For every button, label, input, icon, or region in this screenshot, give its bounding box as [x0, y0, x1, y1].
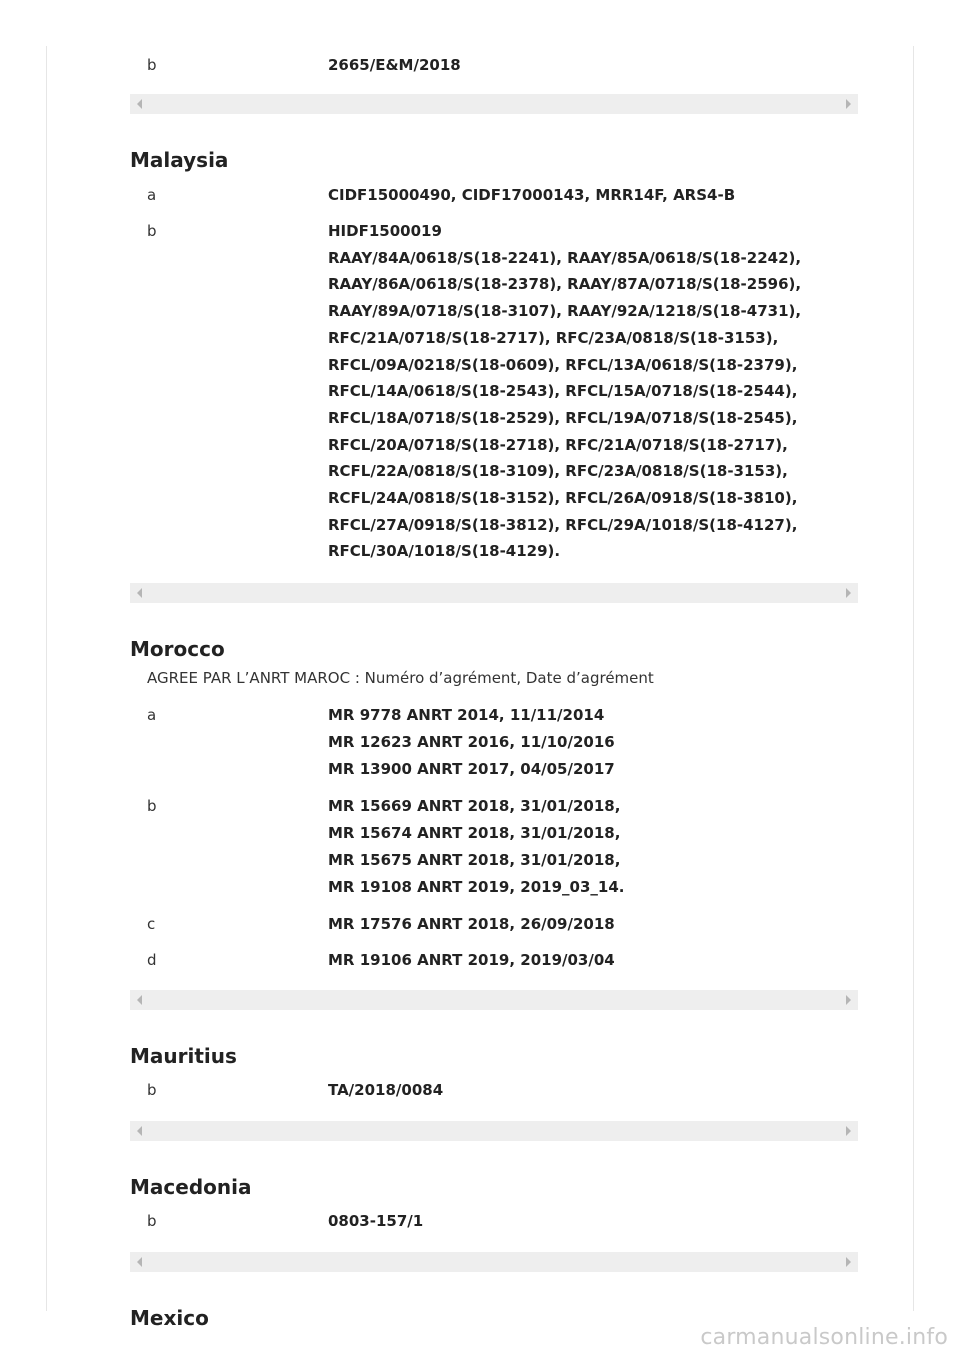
value-line: RFCL/14A/0618/S(18-2543), RFCL/15A/0718/S(18-2544),	[328, 382, 798, 401]
value-line: RFCL/20A/0718/S(18-2718), RFC/21A/0718/S(18-2717),	[328, 435, 788, 454]
row-key: b	[147, 222, 157, 240]
triangle-right-icon[interactable]	[846, 1126, 851, 1136]
left-page-rule	[46, 46, 47, 1311]
value-line: RFCL/27A/0918/S(18-3812), RFCL/29A/1018/S(18-4127),	[328, 515, 798, 534]
row-key: d	[147, 951, 157, 970]
value-line: MR 9778 ANRT 2014, 11/11/2014	[328, 706, 605, 725]
triangle-left-icon[interactable]	[137, 99, 142, 109]
row-value	[328, 182, 858, 209]
table-row	[130, 182, 858, 209]
triangle-left-icon[interactable]	[137, 1126, 142, 1136]
table-row	[130, 218, 858, 565]
row-key: a	[147, 186, 157, 204]
horizontal-scrollbar[interactable]	[130, 94, 858, 114]
row-value	[328, 911, 858, 938]
row-key: a	[147, 706, 157, 725]
triangle-left-icon[interactable]	[137, 995, 142, 1005]
triangle-right-icon[interactable]	[846, 99, 851, 109]
value-line: MR 13900 ANRT 2017, 04/05/2017	[328, 760, 615, 779]
table-row	[130, 702, 858, 783]
row-key: b	[147, 56, 157, 74]
right-page-rule	[913, 46, 914, 1311]
triangle-left-icon[interactable]	[137, 1257, 142, 1267]
section-title-mauritius: Mauritius	[130, 1044, 237, 1069]
value-line: MR 19106 ANRT 2019, 2019/03/04	[328, 951, 615, 970]
value-line: RAAY/86A/0618/S(18-2378), RAAY/87A/0718/S(18-2596),	[328, 275, 802, 294]
value-line: RFCL/30A/1018/S(18-4129).	[328, 542, 561, 561]
value-line: RFCL/09A/0218/S(18-0609), RFCL/13A/0618/S(18-2379),	[328, 355, 798, 374]
row-value: TA/2018/0084	[328, 1081, 444, 1100]
section-note: AGREE PAR L’ANRT MAROC : Numéro d’agrément, Date d’agrément	[147, 669, 654, 688]
document-content	[130, 52, 858, 1331]
table-row	[130, 947, 858, 974]
horizontal-scrollbar[interactable]	[130, 1252, 858, 1272]
row-value: 2665/E&M/2018	[328, 56, 461, 74]
row-value	[328, 702, 858, 783]
table-row	[130, 793, 858, 901]
triangle-right-icon[interactable]	[846, 1257, 851, 1267]
horizontal-scrollbar[interactable]	[130, 990, 858, 1010]
value-line: MR 19108 ANRT 2019, 2019_03_14.	[328, 878, 625, 897]
value-line: MR 15669 ANRT 2018, 31/01/2018,	[328, 797, 621, 816]
row-value	[328, 218, 858, 565]
table-row	[130, 1208, 858, 1235]
section-title-mexico: Mexico	[130, 1306, 209, 1331]
value-line: MR 15675 ANRT 2018, 31/01/2018,	[328, 851, 621, 870]
table-row	[130, 911, 858, 938]
horizontal-scrollbar[interactable]	[130, 1121, 858, 1141]
value-line: MR 17576 ANRT 2018, 26/09/2018	[328, 915, 615, 934]
row-key: b	[147, 1081, 157, 1100]
section-title-morocco: Morocco	[130, 637, 225, 662]
row-key: c	[147, 915, 156, 934]
row-value	[328, 793, 858, 901]
value-line: RAAY/84A/0618/S(18-2241), RAAY/85A/0618/S(18-2242),	[328, 248, 802, 267]
row-value: 0803-157/1	[328, 1212, 424, 1231]
value-line: MR 12623 ANRT 2016, 11/10/2016	[328, 733, 615, 752]
value-line: MR 15674 ANRT 2018, 31/01/2018,	[328, 824, 621, 843]
section-title-malaysia: Malaysia	[130, 148, 229, 172]
value-line: RFCL/18A/0718/S(18-2529), RFCL/19A/0718/S(18-2545),	[328, 408, 798, 427]
section-title-macedonia: Macedonia	[130, 1175, 252, 1200]
row-key: b	[147, 1212, 157, 1231]
row-key: b	[147, 797, 157, 816]
triangle-left-icon[interactable]	[137, 588, 142, 598]
value-line: RCFL/24A/0818/S(18-3152), RFCL/26A/0918/S(18-3810),	[328, 489, 798, 508]
table-row	[130, 52, 858, 79]
value-line: RAAY/89A/0718/S(18-3107), RAAY/92A/1218/S(18-4731),	[328, 302, 802, 321]
triangle-right-icon[interactable]	[846, 995, 851, 1005]
value-line: RCFL/22A/0818/S(18-3109), RFC/23A/0818/S(18-3153),	[328, 462, 788, 481]
horizontal-scrollbar[interactable]	[130, 583, 858, 603]
value-line: HIDF1500019	[328, 222, 442, 240]
value-line: CIDF15000490, CIDF17000143, MRR14F, ARS4-B	[328, 186, 736, 204]
footer-watermark: carmanualsonline.info	[700, 1325, 948, 1350]
row-value	[328, 947, 858, 974]
triangle-right-icon[interactable]	[846, 588, 851, 598]
value-line: RFC/21A/0718/S(18-2717), RFC/23A/0818/S(18-3153),	[328, 328, 779, 347]
table-row	[130, 1077, 858, 1104]
